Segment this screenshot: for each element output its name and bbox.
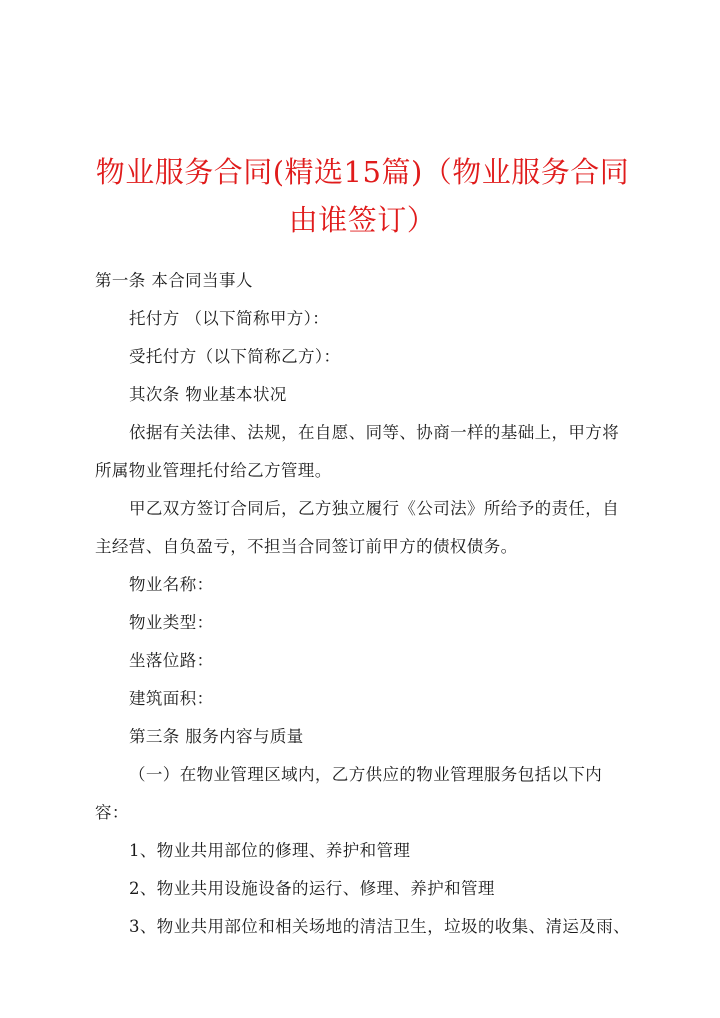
paragraph-article-3-heading: 第三条 服务内容与质量	[129, 727, 304, 746]
paragraph-property-type: 物业类型：	[129, 613, 214, 632]
paragraph-party-a: 托付方 （以下简称甲方）：	[129, 309, 330, 328]
paragraph-responsibility: 甲乙双方签订合同后，乙方独立履行《公司法》所给予的责任，自主经营、自负盈亏，不担当合同签订前甲方的债权债务。	[95, 499, 620, 556]
paragraph-service-item-3: 3、物业共用部位和相关场地的清洁卫生，垃圾的收集、清运及雨、	[129, 917, 630, 936]
paragraph-property-location: 坐落位路：	[129, 651, 214, 670]
paragraph-article-2-heading: 其次条 物业基本状况	[129, 385, 287, 404]
paragraph-building-area: 建筑面积：	[129, 689, 214, 708]
paragraph-party-heading: 第一条 本合同当事人	[95, 271, 253, 290]
paragraph-service-intro: （一）在物业管理区域内，乙方供应的物业管理服务包括以下内容：	[95, 765, 603, 822]
paragraph-party-b: 受托付方（以下简称乙方）：	[129, 347, 341, 366]
paragraph-service-item-2: 2、物业共用设施设备的运行、修理、养护和管理	[129, 879, 495, 898]
paragraph-property-name: 物业名称：	[129, 575, 214, 594]
document-body	[95, 262, 635, 946]
paragraph-service-item-1: 1、物业共用部位的修理、养护和管理	[129, 841, 411, 860]
paragraph-entrust-basis: 依据有关法律、法规，在自愿、同等、协商一样的基础上，甲方将所属物业管理托付给乙方管理。	[95, 423, 620, 480]
document-title: 物业服务合同(精选15篇)（物业服务合同由谁签订）	[95, 155, 630, 237]
